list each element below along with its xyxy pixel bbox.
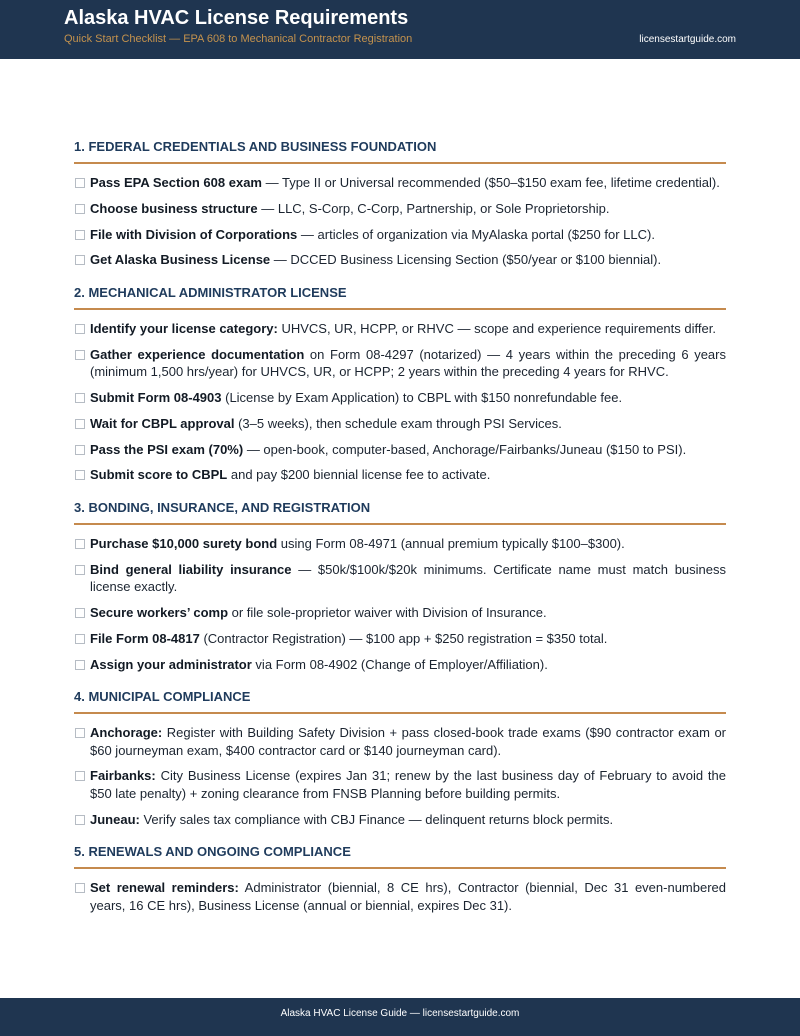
checkbox-icon[interactable] (75, 178, 85, 188)
checklist-section (74, 687, 726, 828)
checkbox-icon[interactable] (75, 445, 85, 455)
item-text: — $50k/$100k/$20k minimums. Certificate name must match business license exactly. (90, 561, 726, 595)
checklist-item (74, 656, 726, 674)
page-title: Alaska HVAC License Requirements (64, 7, 409, 29)
checklist-item (74, 441, 726, 459)
checklist-item (74, 200, 726, 218)
checkbox-icon[interactable] (75, 883, 85, 893)
checklist-section (74, 842, 726, 914)
item-lead: Set renewal reminders: (90, 880, 239, 896)
checklist-item (74, 630, 726, 648)
item-lead: Fairbanks: (90, 768, 156, 784)
item-lead: Pass EPA Section 608 exam (90, 175, 262, 190)
item-text: or file sole-proprietor waiver with Division of Insurance. (228, 604, 547, 620)
checkbox-icon[interactable] (75, 324, 85, 334)
checkbox-icon[interactable] (75, 771, 85, 781)
checklist-item (74, 415, 726, 433)
item-lead: Submit score to CBPL (90, 467, 228, 483)
item-text: Register with Building Safety Division + pass closed-book trade exams ($90 contractor exam or $60 journeyman exam, $400 contractor card or $140 journeyman card). (90, 725, 726, 758)
section-title: 5. RENEWALS AND ONGOING COMPLIANCE (74, 842, 726, 869)
item-text: via Form 08-4902 (Change of Employer/Affiliation). (251, 656, 548, 672)
page-header (0, 0, 800, 59)
item-text: (Contractor Registration) — $100 app + $250 registration = $350 total. (199, 630, 608, 646)
checkbox-icon[interactable] (75, 565, 85, 575)
checkbox-icon[interactable] (75, 660, 85, 670)
item-text: on Form 08-4297 (notarized) — 4 years within the preceding 6 years (minimum 1,500 hrs/year) for UHVCS, UR, or HCPP; 2 years within the preceding 4 years for RHVC. (90, 346, 726, 380)
item-text: — open-book, computer-based, Anchorage/Fairbanks/Juneau ($150 to PSI). (243, 441, 687, 457)
item-lead: File Form 08-4817 (90, 630, 200, 646)
checklist-section (74, 137, 726, 269)
section-title: 2. MECHANICAL ADMINISTRATOR LICENSE (74, 283, 726, 310)
checkbox-icon[interactable] (75, 815, 85, 825)
item-lead: Purchase $10,000 surety bond (90, 535, 278, 551)
checklist-item (74, 466, 726, 484)
page-subtitle: Quick Start Checklist — EPA 608 to Mechanical Contractor Registration (64, 33, 413, 45)
checklist-item (74, 767, 726, 802)
checklist-item (74, 174, 726, 192)
item-text: UHVCS, UR, HCPP, or RHVC — scope and experience requirements differ. (277, 320, 716, 336)
item-text: — DCCED Business Licensing Section ($50/year or $100 biennial). (270, 252, 662, 268)
checklist-item (74, 724, 726, 759)
item-text: City Business License (expires Jan 31; renew by the last business day of February to avoid the $50 late penalty) + zoning clearance from FNSB Planning before building permits. (90, 768, 726, 801)
checklist-section (74, 498, 726, 673)
item-lead: Secure workers’ comp (90, 604, 229, 620)
checkbox-icon[interactable] (75, 204, 85, 214)
item-text: Administrator (biennial, 8 CE hrs), Contractor (biennial, Dec 31 even-numbered years, 16 CE hrs), Business License (annual or biennial, expires Dec 31). (90, 880, 727, 913)
checkbox-icon[interactable] (75, 470, 85, 480)
item-lead: Anchorage: (90, 725, 163, 741)
checklist-item (74, 879, 726, 914)
item-text: — articles of organization via MyAlaska portal ($250 for LLC). (297, 226, 655, 242)
item-text: (License by Exam Application) to CBPL with $150 nonrefundable fee. (221, 389, 623, 405)
checklist-item (74, 535, 726, 553)
checkbox-icon[interactable] (75, 350, 85, 360)
item-lead: Juneau: (90, 811, 140, 827)
checklist-content (74, 137, 726, 928)
item-lead: Identify your license category: (90, 320, 278, 336)
checklist-item (74, 389, 726, 407)
checkbox-icon[interactable] (75, 419, 85, 429)
item-text: and pay $200 biennial license fee to activate. (227, 467, 491, 483)
item-text: — LLC, S-Corp, C-Corp, Partnership, or Sole Proprietorship. (257, 200, 610, 216)
checkbox-icon[interactable] (75, 608, 85, 618)
checkbox-icon[interactable] (75, 728, 85, 738)
item-text: using Form 08-4971 (annual premium typically $100–$300). (277, 535, 625, 551)
checkbox-icon[interactable] (75, 634, 85, 644)
item-lead: Gather experience documentation (90, 346, 305, 362)
checklist-item (74, 561, 726, 596)
site-name: licensestartguide.com (639, 34, 736, 45)
checkbox-icon[interactable] (75, 393, 85, 403)
page-footer (0, 998, 800, 1036)
section-title: 4. MUNICIPAL COMPLIANCE (74, 687, 726, 714)
item-lead: Submit Form 08-4903 (90, 389, 222, 405)
checklist-item (74, 226, 726, 244)
item-lead: Pass the PSI exam (70%) (90, 441, 244, 457)
section-title: 3. BONDING, INSURANCE, AND REGISTRATION (74, 498, 726, 525)
checklist-item (74, 251, 726, 269)
checklist-item (74, 604, 726, 622)
item-text: (3–5 weeks), then schedule exam through PSI Services. (234, 415, 562, 431)
section-title: 1. FEDERAL CREDENTIALS AND BUSINESS FOUNDATION (74, 137, 726, 164)
item-lead: File with Division of Corporations (90, 226, 298, 242)
checklist-section (74, 283, 726, 484)
item-lead: Choose business structure (90, 200, 258, 216)
checklist-item (74, 320, 726, 338)
item-lead: Assign your administrator (90, 656, 252, 672)
item-lead: Bind general liability insurance (90, 561, 292, 577)
item-lead: Wait for CBPL approval (90, 415, 235, 431)
checkbox-icon[interactable] (75, 255, 85, 265)
item-text: — Type II or Universal recommended ($50–$150 exam fee, lifetime credential). (261, 175, 720, 190)
checkbox-icon[interactable] (75, 539, 85, 549)
checklist-item (74, 346, 726, 381)
checkbox-icon[interactable] (75, 230, 85, 240)
item-lead: Get Alaska Business License (90, 252, 271, 268)
checklist-item (74, 811, 726, 829)
footer-text: Alaska HVAC License Guide — licensestartguide.com (280, 1008, 520, 1019)
item-text: Verify sales tax compliance with CBJ Finance — delinquent returns block permits. (139, 811, 614, 827)
